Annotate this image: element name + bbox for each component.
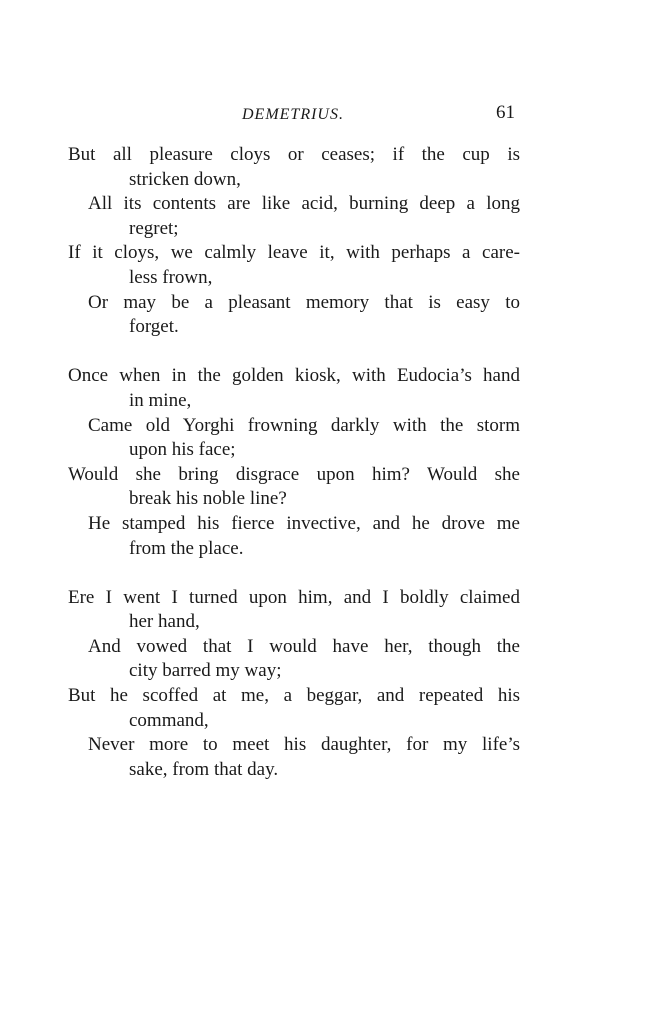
verse-line: But all pleasure cloys or ceases; if the cup is: [68, 144, 520, 165]
running-title: DEMETRIUS.: [242, 106, 344, 123]
verse-line-continuation: break his noble line?: [129, 488, 287, 510]
verse-line-continuation: from the place.: [129, 537, 244, 559]
verse-line-continuation: stricken down,: [129, 168, 241, 190]
poem-body: [68, 143, 520, 807]
verse-line: But he scoffed at me, a beggar, and repeated his: [68, 685, 520, 707]
verse-line: If it cloys, we calmly leave it, with perhaps a care-: [68, 242, 520, 264]
verse-line: Or may be a pleasant memory that is easy to: [88, 291, 520, 313]
verse-line-continuation: regret;: [129, 217, 179, 239]
verse-line: All its contents are like acid, burning deep a long: [88, 193, 520, 215]
stanza-3: [68, 586, 520, 783]
verse-line-continuation: city barred my way;: [129, 660, 282, 682]
verse-line-continuation: command,: [129, 709, 209, 731]
verse-line: He stamped his fierce invective, and he drove me: [88, 512, 520, 534]
stanza-2: [68, 364, 520, 561]
stanza-1: [68, 143, 520, 340]
verse-line: Ere I went I turned upon him, and I boldly claimed: [68, 586, 520, 608]
verse-line: Came old Yorghi frowning darkly with the storm: [88, 414, 520, 436]
verse-line-continuation: in mine,: [129, 389, 192, 411]
verse-line-continuation: her hand,: [129, 611, 200, 633]
verse-line: Once when in the golden kiosk, with Eudocia’s hand: [68, 365, 520, 387]
verse-line-continuation: forget.: [129, 316, 179, 338]
verse-line-continuation: sake, from that day.: [129, 758, 279, 780]
running-head: [0, 102, 648, 130]
page-number: 61: [496, 102, 515, 123]
verse-line-continuation: less frown,: [129, 266, 213, 288]
verse-line: And vowed that I would have her, though the: [88, 635, 520, 657]
verse-line: Never more to meet his daughter, for my life’s: [88, 734, 520, 756]
verse-line-continuation: upon his face;: [129, 439, 236, 461]
verse-line: Would she bring disgrace upon him? Would she: [68, 463, 520, 485]
